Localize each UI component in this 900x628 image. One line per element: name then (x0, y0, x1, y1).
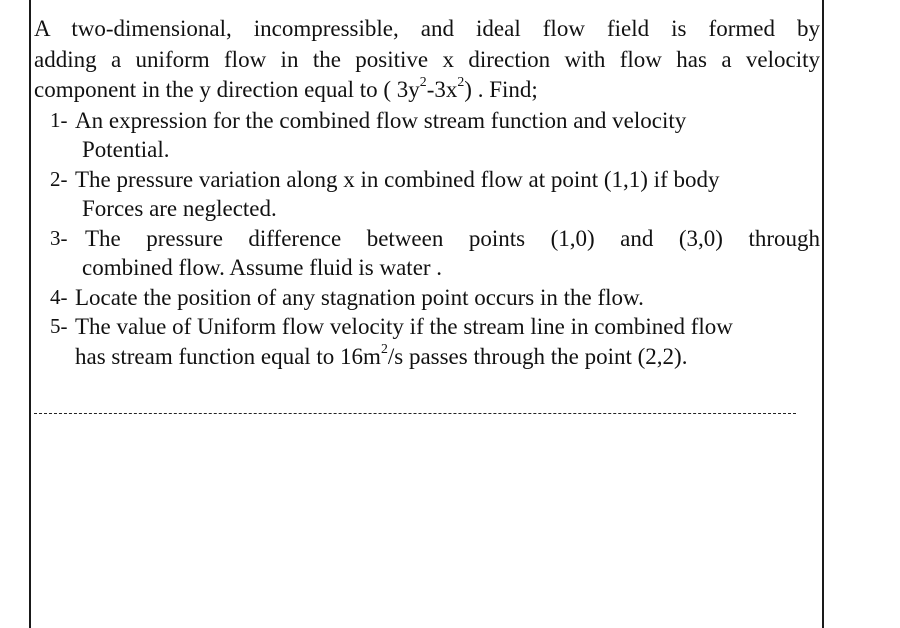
question-item-1 (34, 106, 820, 165)
item-5-line-2-text: has stream function equal to 16m (75, 343, 381, 369)
exponent-x: 2 (457, 74, 465, 90)
question-item-5 (34, 312, 820, 371)
question-item-4 (34, 283, 820, 313)
item-text: The pressure variation along x in combined flow at point (1,1) if body (75, 166, 720, 192)
intro-line-1: A two-dimensional, incompressible, and ideal flow field is formed by (34, 16, 820, 41)
item-text: The value of Uniform flow velocity if the stream line in combined flow (75, 314, 733, 339)
problem-statement (34, 14, 820, 106)
item-text-continued: Potential. (82, 137, 170, 162)
item-text-continued (34, 342, 820, 372)
question-list (34, 106, 820, 372)
item-number: 1- (50, 107, 68, 132)
item-number: 4- (50, 284, 68, 309)
question-item-2 (34, 165, 820, 224)
item-text-continued: Forces are neglected. (82, 196, 277, 221)
question-item-3 (34, 224, 820, 283)
exponent-m: 2 (380, 340, 388, 356)
item-text: Locate the position of any stagnation point occurs in the flow. (75, 284, 644, 310)
item-number: 5- (50, 314, 68, 338)
intro-line-3-end: ) . Find; (464, 77, 538, 102)
dashed-divider (34, 413, 796, 414)
intro-line-2: adding a uniform flow in the positive x direction with flow has a velocity (34, 46, 820, 72)
question-content (34, 14, 820, 371)
item-5-line-2-end: /s passes through the point (2,2). (387, 343, 688, 369)
question-sheet (29, 0, 824, 628)
intro-line-3-text: component in the y direction equal to ( 3y (34, 77, 420, 102)
item-number: 2- (50, 166, 68, 191)
exponent-y: 2 (419, 74, 427, 90)
item-text: An expression for the combined flow stream function and velocity (75, 107, 687, 133)
item-text: The pressure difference between points (1,0) and (3,0) through (85, 225, 820, 251)
intro-line-3 (34, 75, 820, 106)
item-number: 3- (50, 225, 68, 250)
intro-line-3-mid: -3x (426, 77, 458, 102)
item-text-continued: combined flow. Assume fluid is water . (82, 255, 443, 280)
